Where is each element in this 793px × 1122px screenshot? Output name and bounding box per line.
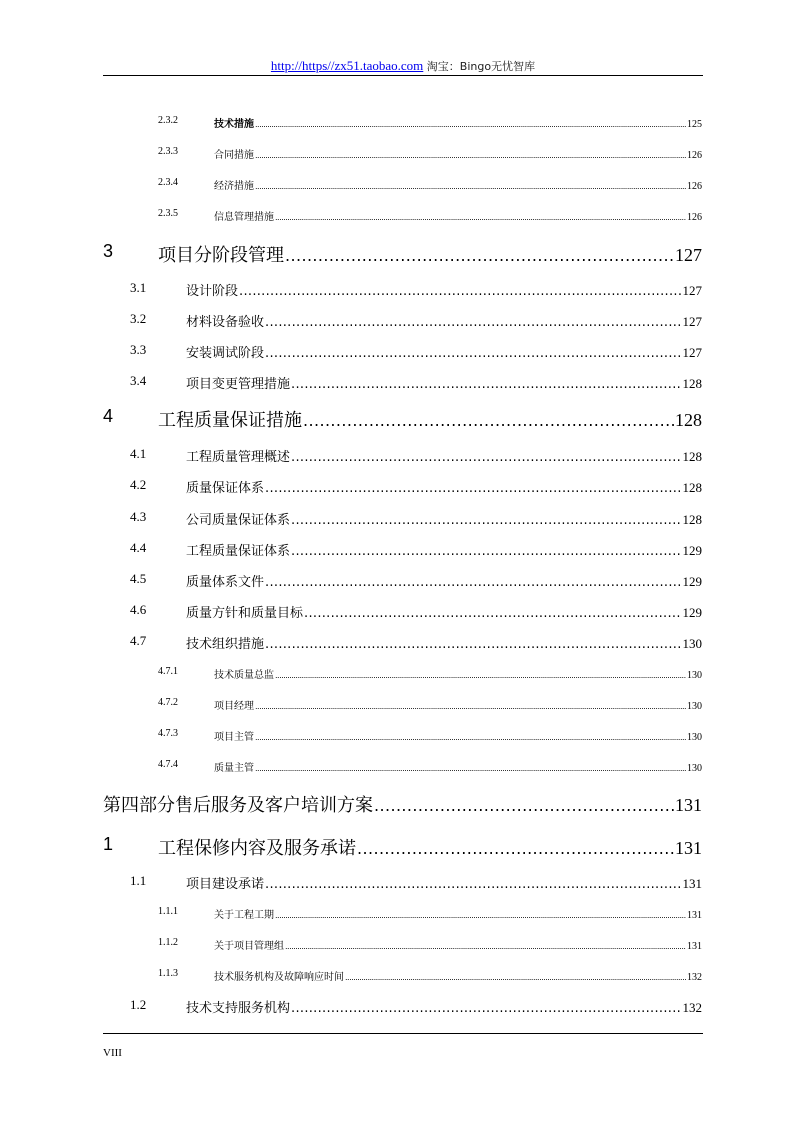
toc-entry-number: 2.3.2 [158,115,178,126]
toc-entry-number: 4.2 [130,477,147,492]
toc-entry-number: 1.1.3 [158,968,178,979]
toc-entry-number: 3 [103,241,114,261]
toc-entry-page: 132 [687,972,702,983]
toc-entry-page: 127 [682,283,702,298]
toc-entry-number: 4.7.3 [158,728,178,739]
toc-entry-title: 关于工程工期 [214,910,274,921]
toc-entry-page: 128 [682,512,702,527]
toc-entry-title: 质量主管 [214,763,254,774]
toc-entry[interactable] [130,373,702,392]
toc-entry-page: 127 [682,314,702,329]
toc-entry-title: 项目经理 [214,701,254,712]
toc-leader-dots [291,450,681,465]
toc-entry-title: 项目建设承诺 [186,877,265,892]
toc-entry-number: 4.1 [130,446,147,461]
toc-leader-dots [304,606,681,621]
toc-entry-number: 1 [103,834,114,854]
toc-entry-title: 项目变更管理措施 [186,377,291,392]
toc-leader-dots [291,1001,681,1016]
toc-entry-number: 4.7.1 [158,666,178,677]
toc-leader-dots [357,839,674,858]
toc-entry-page: 128 [682,449,702,464]
toc-leader-dots [291,544,681,559]
toc-entry-title: 技术质量总监 [214,670,274,681]
toc-leader-dots [255,702,686,711]
toc-entry[interactable] [158,728,702,743]
toc-entry-title: 工程质量保证措施 [158,410,302,431]
toc-entry[interactable] [130,540,702,559]
toc-leader-dots [255,764,686,773]
toc-entry[interactable] [158,115,702,130]
toc-entry-page: 130 [687,732,702,743]
toc-entry[interactable] [130,571,702,590]
toc-entry[interactable] [158,937,702,952]
toc-leader-dots [265,877,681,892]
toc-entry[interactable] [158,666,702,681]
toc-leader-dots [255,733,686,742]
toc-entry-title: 经济措施 [214,181,254,192]
toc-entry-title: 工程质量保证体系 [186,544,291,559]
toc-entry-title: 质量方针和质量目标 [186,606,304,621]
toc-entry-page: 129 [682,574,702,589]
toc-entry-title: 信息管理措施 [214,212,274,223]
toc-entry-title: 质量保证体系 [186,481,265,496]
toc-leader-dots [255,120,686,129]
toc-entry-title: 技术组织措施 [186,637,265,652]
toc-entry-number: 4.4 [130,540,147,555]
toc-entry-number: 4.6 [130,602,147,617]
toc-entry-page: 130 [687,763,702,774]
toc-entry-number: 2.3.5 [158,208,178,219]
toc-entry-page: 131 [682,876,702,891]
toc-leader-dots [275,671,686,680]
toc-entry-number: 1.1.2 [158,937,178,948]
toc-entry[interactable] [158,208,702,223]
toc-entry-page: 131 [687,941,702,952]
toc-entry[interactable] [130,873,702,892]
toc-leader-dots [265,481,681,496]
toc-entry-page: 128 [682,376,702,391]
toc-entry-page: 126 [687,212,702,223]
toc-entry-page: 128 [675,410,702,430]
header-link[interactable]: http://https//zx51.taobao.com [270,58,424,73]
toc-entry-title: 技术措施 [214,119,254,130]
toc-leader-dots [291,513,681,528]
toc-entry-number: 1.2 [130,997,147,1012]
toc-entry-title: 公司质量保证体系 [186,513,291,528]
toc-leader-dots [255,151,686,160]
toc-entry[interactable] [130,477,702,496]
toc-entry[interactable] [158,968,702,983]
toc-entry-page: 131 [687,910,702,921]
toc-entry-number: 2.3.4 [158,177,178,188]
toc-entry-title: 安装调试阶段 [186,346,265,361]
toc-entry-number: 4.3 [130,509,147,524]
toc-entry-page: 130 [687,701,702,712]
toc-entry-number: 3.4 [130,373,147,388]
toc-entry-number: 4.7 [130,633,147,648]
toc-leader-dots [265,315,681,330]
header-source-text: 淘宝：Bingo无忧智库 [423,60,536,73]
toc-entry-number: 4 [103,406,114,426]
toc-entry-page: 129 [682,605,702,620]
toc-entry[interactable] [103,834,702,859]
toc-entry-title: 工程质量管理概述 [186,450,291,465]
toc-leader-dots [265,346,681,361]
toc-entry-title: 第四部分售后服务及客户培训方案 [103,795,373,816]
toc-entry-title: 设计阶段 [186,284,239,299]
toc-entry-title: 关于项目管理组 [214,941,284,952]
toc-entry-page: 130 [687,670,702,681]
footer-rule [103,1033,703,1034]
toc-entry-number: 1.1 [130,873,147,888]
toc-entry-page: 131 [675,795,702,815]
toc-leader-dots [303,411,674,430]
toc-entry[interactable] [158,759,702,774]
toc-entry-page: 126 [687,181,702,192]
toc-entry-number: 3.1 [130,280,147,295]
toc-leader-dots [265,575,681,590]
toc-entry-title: 材料设备验收 [186,315,265,330]
toc-entry-title: 项目主管 [214,732,254,743]
toc-entry-page: 132 [682,1000,702,1015]
toc-entry[interactable] [103,241,702,266]
toc-leader-dots [285,942,686,951]
toc-entry-page: 130 [682,636,702,651]
toc-entry[interactable] [130,997,702,1016]
page-number: VIII [103,1047,122,1059]
toc-entry-page: 128 [682,480,702,495]
toc-leader-dots [291,377,681,392]
toc-entry[interactable] [158,697,702,712]
toc-entry-number: 1.1.1 [158,906,178,917]
toc-entry-title: 合同措施 [214,150,254,161]
toc-entry-page: 127 [675,245,702,265]
toc-entry-title: 质量体系文件 [186,575,265,590]
toc-entry[interactable] [130,509,702,528]
toc-entry-number: 4.7.2 [158,697,178,708]
toc-entry[interactable] [130,602,702,621]
toc-leader-dots [374,796,674,815]
toc-entry-page: 126 [687,150,702,161]
toc-entry-title: 技术支持服务机构 [186,1001,291,1016]
toc-entry-page: 131 [675,838,702,858]
toc-entry-number: 4.5 [130,571,147,586]
toc-entry-page: 125 [687,119,702,130]
toc-entry[interactable] [130,633,702,652]
toc-entry-number: 2.3.3 [158,146,178,157]
toc-entry[interactable] [158,146,702,161]
toc-entry-page: 127 [682,345,702,360]
toc-leader-dots [285,246,674,265]
toc-leader-dots [345,973,686,982]
toc-entry[interactable] [158,906,702,921]
toc-entry-number: 3.2 [130,311,147,326]
toc-entry[interactable] [103,406,702,431]
toc-leader-dots [239,284,681,299]
toc-entry-page: 129 [682,543,702,558]
toc-leader-dots [275,213,686,222]
toc-entry-title: 技术服务机构及故障响应时间 [214,972,344,983]
toc-entry-number: 4.7.4 [158,759,178,770]
toc-leader-dots [275,911,686,920]
toc-entry-title: 项目分阶段管理 [158,245,284,266]
toc-entry[interactable] [130,280,702,299]
toc-entry[interactable] [158,177,702,192]
toc-entry-title: 工程保修内容及服务承诺 [158,838,356,859]
toc-leader-dots [255,182,686,191]
toc-entry[interactable] [130,342,702,361]
toc-part-heading[interactable] [103,791,702,815]
toc-entry-number: 3.3 [130,342,147,357]
toc-leader-dots [265,637,681,652]
toc-entry[interactable] [130,311,702,330]
toc-entry[interactable] [130,446,702,465]
